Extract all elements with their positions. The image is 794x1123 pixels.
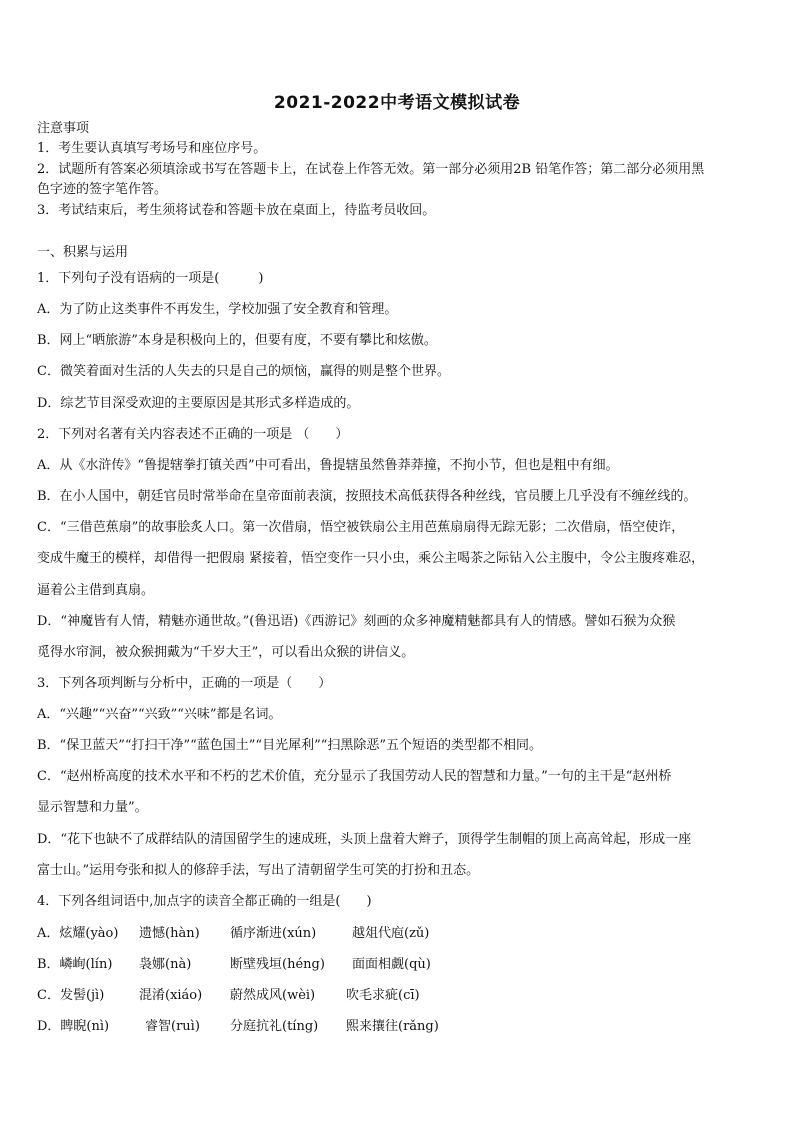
pinyin-word: 混淆(xiáo)	[139, 988, 203, 1003]
question-stem: 1．下列句子没有语病的一项是( )	[37, 271, 264, 286]
pinyin-word: 循序渐进(xún)	[230, 926, 317, 941]
pinyin-word: 遗憾(hàn)	[139, 926, 200, 941]
pinyin-word: 睿智(ruì)	[145, 1019, 200, 1034]
section-heading: 一、积累与运用	[37, 245, 129, 260]
pinyin-word: 越俎代庖(zǔ)	[352, 926, 430, 941]
question-stem: 3．下列各项判断与分析中，正确的一项是（ ）	[37, 676, 332, 691]
pinyin-option-label: D．睥睨(nì)	[37, 1019, 110, 1034]
answer-option: B．网上“晒旅游”本身是积极向上的，但要有度，不要有攀比和炫傲。	[37, 333, 437, 348]
answer-option: B．在小人国中，朝廷官员时常举命在皇帝面前表演，按照技术高低获得各种丝线，官员腰上几乎没有不缠丝线的。	[37, 489, 697, 504]
answer-option: D．综艺节目深受欢迎的主要原因是其形式多样造成的。	[37, 396, 360, 411]
answer-option: A．从《水浒传》“鲁提辖拳打镇关西”中可看出，鲁提辖虽然鲁莽莽撞，不拘小节，但也是粗中有细。	[37, 458, 619, 473]
answer-option: C．“三借芭蕉扇”的故事脍炙人口。第一次借扇，悟空被铁扇公主用芭蕉扇扇得无踪无影；二次借扇，悟空使诈，	[37, 520, 685, 535]
answer-option-continued: 觅得水帘洞，被众猴拥戴为“千岁大王”，可以看出众猴的讲信义。	[37, 645, 415, 660]
notice-item: 色字迹的签字笔作答。	[37, 182, 168, 197]
pinyin-option-label: C．发髻(jì)	[37, 988, 105, 1003]
answer-option: B．“保卫蓝天”“打扫干净”“蓝色国土”“目光犀利”“扫黑除恶”五个短语的类型都不相同。	[37, 738, 543, 753]
pinyin-word: 蔚然成风(wèi)	[230, 988, 316, 1003]
pinyin-option-label: A．炫耀(yào)	[37, 926, 119, 941]
answer-option: A．“兴趣”“兴奋”“兴致”“兴味”都是名词。	[37, 707, 282, 722]
answer-option: C．微笑着面对生活的人失去的只是自己的烦恼，赢得的则是整个世界。	[37, 364, 450, 379]
pinyin-word: 吹毛求疵(cī)	[346, 988, 420, 1003]
pinyin-word: 袅娜(nà)	[139, 957, 192, 972]
notice-item: 1．考生要认真填写考场号和座位序号。	[37, 141, 267, 156]
answer-option-continued: 变成牛魔王的模样，却借得一把假扇 紧接着，悟空变作一只小虫，乘公主喝茶之际钻入公主腹中，令公主腹疼难忍，	[37, 551, 705, 566]
pinyin-word: 熙来攘往(rǎng)	[346, 1019, 439, 1034]
answer-option: A．为了防止这类事件不再发生，学校加强了安全教育和管理。	[37, 302, 398, 317]
answer-option: D．“花下也缺不了成群结队的清国留学生的速成班，头顶上盘着大辫子，顶得学生制帽的顶上高高耸起，形成一座	[37, 832, 692, 847]
exam-title: 2021-2022中考语文模拟试卷	[273, 93, 521, 113]
question-stem: 2．下列对名著有关内容表述不正确的一项是 （ ）	[37, 427, 349, 442]
answer-option: C．“赵州桥高度的技术水平和不朽的艺术价值，充分显示了我国劳动人民的智慧和力量。”一句的主干是“赵州桥	[37, 769, 672, 784]
pinyin-word: 断壁残垣(héng)	[230, 957, 325, 972]
answer-option: D．“神魔皆有人情，精魅亦通世故。”(鲁迅语)《西游记》刻画的众多神魔精魅都具有人的情感。譬如石猴为众猴	[37, 614, 676, 629]
notice-heading: 注意事项	[37, 121, 90, 136]
question-stem: 4．下列各组词语中,加点字的读音全都正确的一组是( )	[37, 894, 372, 909]
notice-item: 3．考试结束后，考生须将试卷和答题卡放在桌面上，待监考员收回。	[37, 203, 436, 218]
pinyin-option-label: B．嶙峋(lín)	[37, 957, 113, 972]
answer-option-continued: 逼着公主借到真扇。	[37, 583, 155, 598]
pinyin-word: 面面相觑(qù)	[352, 957, 431, 972]
notice-item: 2．试题所有答案必须填涂或书写在答题卡上，在试卷上作答无效。第一部分必须用2B 铅笔作答；第二部分必须用黑	[37, 162, 705, 177]
answer-option-continued: 显示智慧和力量”。	[37, 800, 148, 815]
pinyin-word: 分庭抗礼(tíng)	[230, 1019, 319, 1034]
answer-option-continued: 富士山。”运用夸张和拟人的修辞手法，写出了清朝留学生可笑的打扮和丑态。	[37, 863, 480, 878]
